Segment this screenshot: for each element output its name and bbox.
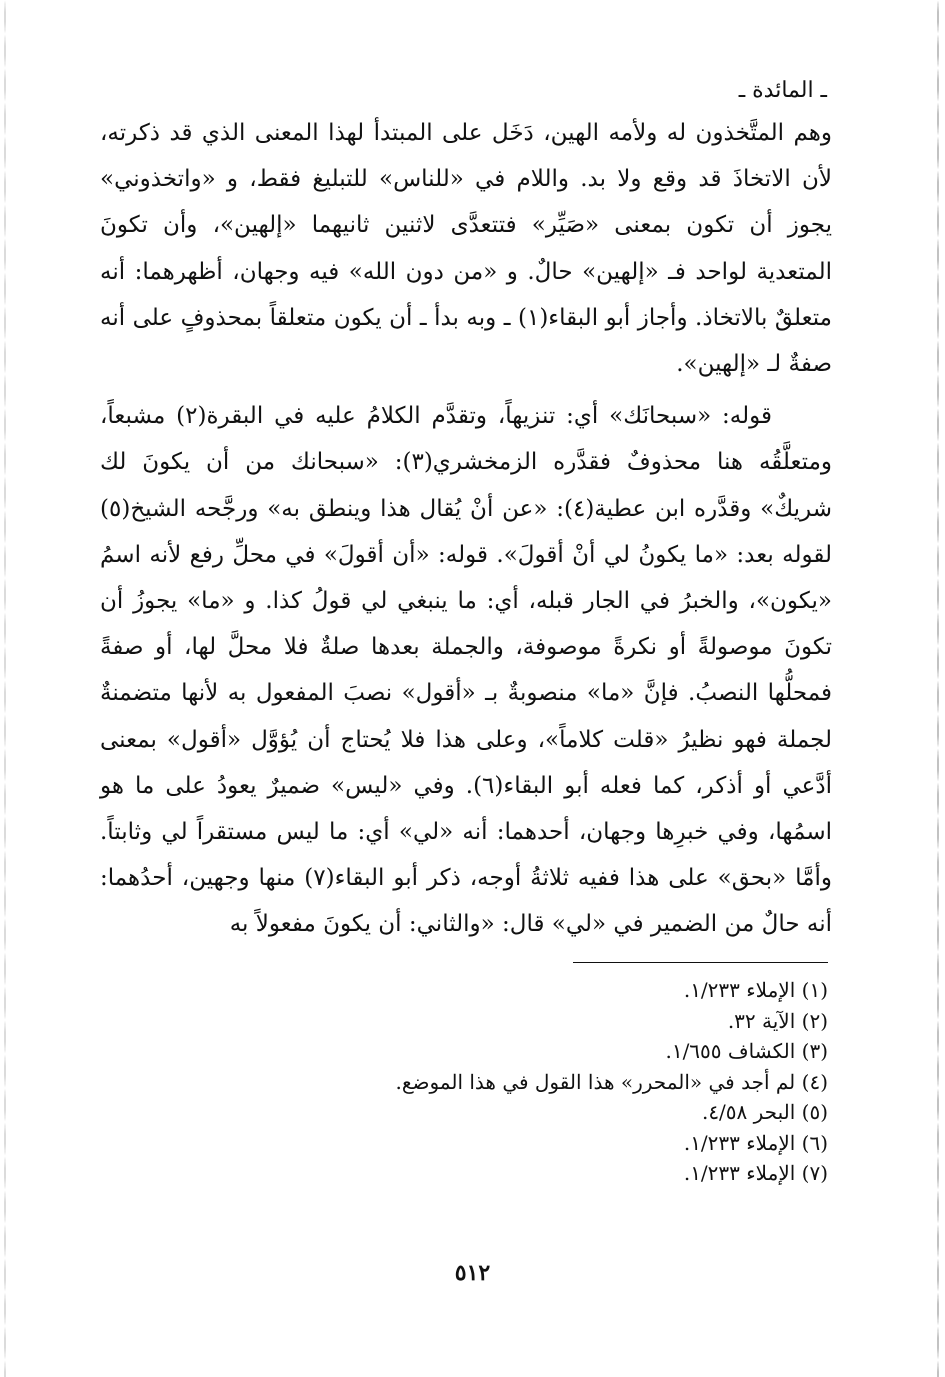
paragraph-1: وهم المتَّخذون له ولأمه الهين، دَخَل على المبتدأ لهذا المعنى الذي قد ذكرته، لأن الاتخاذَ قد وقع ولا بد. واللام في «للناس» للتبليغ فقط، و «واتخذوني» يجوز أن تكون بمعنى «صَيِّر» فتتعدَّى لاثنين ثانيهما «إلهين»، وأن تكونَ المتعدية لواحد فـ «إلهين» حالٌ. و «من دون الله» فيه وجهان، أظهرهما: أنه متعلقٌ بالاتخاذ. وأجاز أبو البقاء(١) ـ وبه بدأ ـ أن يكون متعلقاً بمحذوفٍ على أنه صفةٌ لـ «إلهين». (100, 120, 832, 378)
footnote-4: (٤) لم أجد في «المحرر» هذا القول في هذا الموضع. (395, 1069, 828, 1094)
main-text (100, 110, 832, 948)
footnote-6: (٦) الإملاء ١/٢٣٣. (683, 1130, 828, 1155)
running-header: ـ المائدة ـ (738, 78, 827, 103)
footnote-2: (٢) الآية ٣٢. (727, 1008, 828, 1033)
page-edge-dots-left (4, 0, 6, 1377)
paragraph-2: قوله: «سبحانَك» أي: تنزيهاً، وتقدَّم الكلامُ عليه في البقرة(٢) مشبعاً، ومتعلَّقُه هنا محذوفٌ فقدَّره الزمخشري(٣): «سبحانك من أن يكونَ لك شريكٌ» وقدَّره ابن عطية(٤): «عن أنْ يُقال هذا وينطق به» ورجَّحه الشيخ(٥) لقوله بعد: «ما يكونُ لي أنْ أقولَ». قوله: «أن أقولَ» في محلِّ رفع لأنه اسمُ «يكون»، والخبرُ في الجار قبله، أي: ما ينبغي لي قولُ كذا. و «ما» يجوزُ أن تكونَ موصولةً أو نكرةً موصوفة، والجملة بعدها صلةٌ فلا محلَّ لها، أو صفةً فمحلُّها النصبُ. فإنَّ «ما» منصوبةٌ بـ «أقول» نصبَ المفعول به لأنها متضمنةٌ لجملة فهو نظيرُ «قلت كلاماً»، وعلى هذا فلا يُحتاج أن يُؤوَّل «أقول» بمعنى أدَّعي أو أذكر، كما فعله أبو البقاء(٦). وفي «ليس» ضميرٌ يعودُ على ما هو اسمُها، وفي خبرِها وجهان، أحدهما: أنه «لي» أي: ما ليس مستقراً لي وثابتاً. وأمَّا «بحق» على هذا ففيه ثلاثةُ أوجه، ذكر أبو البقاء(٧) منها وجهين، أحدُهما: أنه حالٌ من الضمير في «لي» قال: «والثاني: أن يكونَ مفعولاً به (100, 403, 833, 938)
footnote-1: (١) الإملاء ١/٢٣٣. (683, 978, 828, 1002)
page-edge-dots (937, 0, 939, 1377)
footnote-separator (573, 962, 828, 963)
footnotes-list (228, 975, 828, 1189)
page-number: ٥١٢ (454, 1260, 491, 1286)
footnote-7: (٧) الإملاء ١/٢٣٣. (683, 1161, 828, 1185)
footnote-3: (٣) الكشاف ١/٦٥٥. (665, 1039, 828, 1063)
footnote-5: (٥) البحر ٤/٥٨. (701, 1100, 828, 1124)
